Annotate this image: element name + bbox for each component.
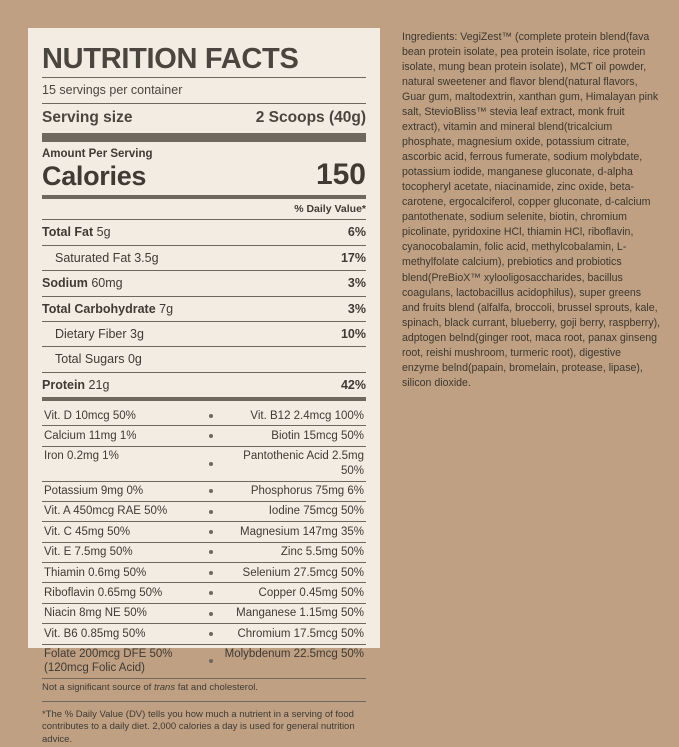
nutrient-amount: 7g (159, 301, 174, 316)
divider-row (42, 245, 366, 246)
table-row (42, 426, 366, 446)
table-row (42, 645, 366, 680)
divider-servings (42, 103, 366, 104)
trans-fat-note-italic: trans (153, 682, 176, 694)
separator-dot (204, 429, 218, 443)
nutrient-amount: 60mg (91, 276, 123, 291)
divider-calories (42, 195, 366, 199)
nutrient-amount: 0g (127, 352, 142, 367)
micronutrient-right: Zinc 5.5mg 50% (280, 546, 364, 559)
trans-fat-note-pre: Not a significant source of (42, 682, 154, 694)
table-row (42, 583, 366, 603)
nutrient-dv: 3% (347, 276, 366, 291)
nutrient-row (42, 249, 366, 267)
amount-per-serving-label: Amount Per Serving (42, 148, 153, 161)
micronutrient-right: Vit. B12 2.4mcg 100% (250, 409, 364, 422)
trans-fat-note-post: fat and cholesterol. (175, 682, 258, 694)
page-title: NUTRITION FACTS (42, 43, 299, 75)
separator-dot (204, 627, 218, 641)
table-row (42, 447, 366, 482)
micronutrient-left: Vit. B6 0.85mg 50% (44, 627, 146, 640)
serving-size-label: Serving size (42, 109, 133, 127)
micronutrient-right: Selenium 27.5mcg 50% (242, 566, 364, 579)
micronutrient-left: Vit. E 7.5mg 50% (44, 546, 133, 559)
nutrition-facts-panel (28, 28, 380, 746)
table-row (42, 543, 366, 563)
micronutrient-left: Niacin 8mg NE 50% (44, 607, 147, 620)
nutrient-dv: 3% (347, 301, 366, 316)
divider-thick-bottom (42, 397, 366, 401)
nutrient-amount: 5g (96, 225, 111, 240)
nutrient-row (42, 376, 366, 394)
micronutrient-right: Iodine 75mcg 50% (268, 505, 364, 518)
separator-dot (204, 606, 218, 620)
nutrient-row (42, 223, 366, 241)
nutrient-row (42, 350, 366, 368)
calories-value: 150 (315, 158, 366, 192)
divider-dv-head (42, 219, 366, 220)
micronutrient-table (42, 404, 366, 679)
daily-value-footnote: *The % Daily Value (DV) tells you how much a nutrient in a serving of food contributes to a daily diet. 2,000 calories a day is used for general nutrition advice. (42, 708, 355, 746)
nutrient-name: Saturated Fat (55, 250, 131, 265)
ingredients-text: Ingredients: VegiZest™ (complete protein blend(fava bean protein isolate, pea protein isolate, rice protein isolate, mung bean protein isolate), MCT oil powder, natural sweetener and flavor blend(natural flavors, Guar gum, maltodextrin, xanthan gum, Himalayan pink salt, StevioBliss™ stevia leaf extract, monk fruit extract), vitamin and mineral blend(tricalcium phosphate, magnesium oxide, potassium citrate, ascorbic acid, ferrous fumerate, sodium molybdate, potassium iodide, manganese gluconate, d-alpha tocopheryl acetate, niacinamide, zinc oxide, beta-carotene, ergocalciferol, copper gluconate, d-calcium pantothenate, sodium selenite, biotin, chromium picolinate, pyridoxine HCl, thiamin HCl, riboflavin, cyanocobalamin, folic acid, methylcobalamin, L-methylfolate calcium), prebiotics and probiotics blend(PreBioX™ xylooligosaccharides, bacillus coagulans, lactobacillus acidophilus), super greens and fruits blend (alfalfa, broccoli, brussel sprouts, kale, spinach, black currant, blueberry, goji berry, raspberry), adptogen belnd(ginger root, maca root, panax ginseng root, reishi mushroom, turmeric root), digestive enzyme belnd(papain, bromelain, protease, lipase), silicon dioxide. (402, 31, 661, 389)
table-row (42, 563, 366, 583)
table-row (42, 502, 366, 522)
divider-title (42, 77, 366, 78)
calories-label: Calories (42, 161, 147, 192)
divider-row (42, 321, 366, 322)
micronutrient-left: Vit. A 450mcg RAE 50% (44, 505, 168, 518)
table-row (42, 604, 366, 624)
nutrient-row (42, 325, 366, 343)
nutrient-name: Protein (42, 377, 86, 392)
separator-dot (204, 504, 218, 518)
nutrient-amount: 3.5g (134, 250, 159, 265)
nutrient-name: Total Carbohydrate (42, 301, 156, 316)
nutrient-dv: 42% (340, 377, 366, 392)
micronutrient-left: Vit. D 10mcg 50% (44, 409, 136, 422)
divider-row (42, 372, 366, 373)
separator-dot (204, 525, 218, 539)
micronutrient-left: Thiamin 0.6mg 50% (44, 566, 147, 579)
table-row (42, 624, 366, 644)
micronutrient-left: Riboflavin 0.65mg 50% (44, 586, 163, 599)
nutrient-dv: 10% (340, 326, 366, 341)
nutrient-name: Total Sugars (55, 352, 125, 367)
serving-size-row (42, 107, 366, 130)
nutrient-dv: 17% (340, 250, 366, 265)
separator-dot (204, 566, 218, 580)
nutrient-name: Sodium (42, 276, 88, 291)
table-row (42, 406, 366, 426)
micronutrient-left: Folate 200mcg DFE 50% (120mcg Folic Acid) (44, 648, 173, 675)
micronutrient-left: Calcium 11mg 1% (44, 429, 137, 442)
nutrient-name: Total Fat (42, 225, 94, 240)
micronutrient-left: Vit. C 45mg 50% (44, 525, 131, 538)
calories-row (42, 160, 366, 192)
nutrient-dv: 6% (347, 225, 366, 240)
separator-dot (204, 545, 218, 559)
nutrient-amount: 3g (130, 326, 144, 341)
daily-value-header: % Daily Value* (294, 203, 366, 216)
servings-per-container: 15 servings per container (42, 83, 183, 98)
micronutrient-left: Potassium 9mg 0% (44, 485, 144, 498)
divider-row (42, 346, 366, 347)
separator-dot (204, 647, 218, 676)
nutrient-amount: 21g (88, 377, 110, 392)
table-row (42, 522, 366, 542)
micronutrient-right: Magnesium 147mg 35% (239, 525, 364, 538)
divider-row (42, 296, 366, 297)
nutrient-row (42, 300, 366, 318)
divider-row (42, 270, 366, 271)
nutrient-row (42, 274, 366, 292)
separator-dot (204, 449, 218, 478)
separator-dot (204, 409, 218, 423)
divider-footnote (42, 701, 366, 702)
nutrient-name: Dietary Fiber (55, 326, 127, 341)
micronutrient-right: Manganese 1.15mg 50% (236, 607, 364, 620)
table-row (42, 482, 366, 502)
micronutrient-right: Chromium 17.5mcg 50% (237, 627, 364, 640)
micronutrient-right: Molybdenum 22.5mcg 50% (224, 648, 364, 661)
serving-size-value: 2 Scoops (40g) (255, 109, 366, 127)
divider-thick-top (42, 133, 366, 142)
micronutrient-right: Copper 0.45mg 50% (258, 586, 364, 599)
separator-dot (204, 586, 218, 600)
trans-fat-note (42, 679, 366, 697)
micronutrient-right: Phosphorus 75mg 6% (250, 485, 364, 498)
micronutrient-right: Pantothenic Acid 2.5mg 50% (243, 450, 364, 477)
separator-dot (204, 484, 218, 498)
micronutrient-right: Biotin 15mcg 50% (271, 429, 364, 442)
micronutrient-left: Iron 0.2mg 1% (44, 450, 119, 463)
